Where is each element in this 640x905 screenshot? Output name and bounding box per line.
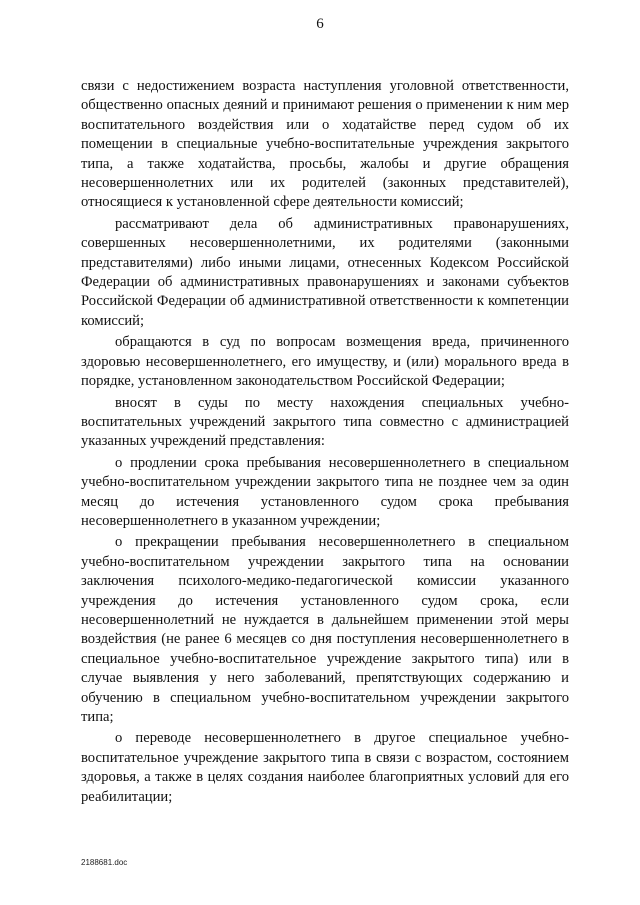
paragraph-continuation: связи с недостижением возраста наступления уголовной ответственности, общественно опасных деяний и принимают решения о применении к ним мер воспитательного воздействия или о ходатайстве перед судом об их помещении в специальные учебно-воспитательные учреждения закрытого типа, а также ходатайства, просьбы, жалобы и другие обращения несовершеннолетних или их родителей (законных представителей), относящиеся к установленной сфере деятельности комиссий;	[81, 78, 569, 211]
paragraph-submissions-intro: вносят в суды по месту нахождения специальных учебно-воспитательных учреждений закрытого типа совместно с администрацией указанных учреждений представления:	[81, 394, 569, 450]
page-number: 6	[316, 16, 324, 32]
paragraph-termination-of-stay: о прекращении пребывания несовершеннолетнего в специальном учебно-воспитательном учреждении закрытого типа на основании заключения психолого-медико-педагогической комиссии указанного учреждения до истечения установленного судом срока, если несовершеннолетний не нуждается в дальнейшем применении этой меры воздействия (не ранее 6 месяцев со дня поступления несовершеннолетнего в специальное учебно-воспитательное учреждение закрытого типа) или в случае выявления у него заболеваний, препятствующих содержанию и обучению в специальном учебно-воспитательном учреждении закрытого типа;	[81, 534, 569, 725]
paragraph-administrative-offenses: рассматривают дела об административных правонарушениях, совершенных несовершеннолетними, их родителями (законными представителями) либо иными лицами, отнесенных Кодексом Российской Федерации об административных правонарушениях и законами субъектов Российской Федерации об административной ответственности к компетенции комиссий;	[81, 215, 569, 329]
paragraph-extension-of-stay: о продлении срока пребывания несовершеннолетнего в специальном учебно-воспитательном учреждении закрытого типа не позднее чем за один месяц до истечения установленного судом срока пребывания несовершеннолетнего в указанном учреждении;	[81, 454, 569, 529]
document-body	[81, 77, 569, 809]
paragraph-transfer: о переводе несовершеннолетнего в другое специальное учебно-воспитательное учреждение закрытого типа в связи с возрастом, состоянием здоровья, а также в целях создания наиболее благоприятных условий для его реабилитации;	[81, 730, 569, 805]
document-filename: 2188681.doc	[81, 858, 128, 867]
paragraph-court-damages: обращаются в суд по вопросам возмещения вреда, причиненного здоровью несовершеннолетнего, его имуществу, и (или) морального вреда в порядке, установленном законодательством Российской Федерации;	[81, 334, 569, 390]
